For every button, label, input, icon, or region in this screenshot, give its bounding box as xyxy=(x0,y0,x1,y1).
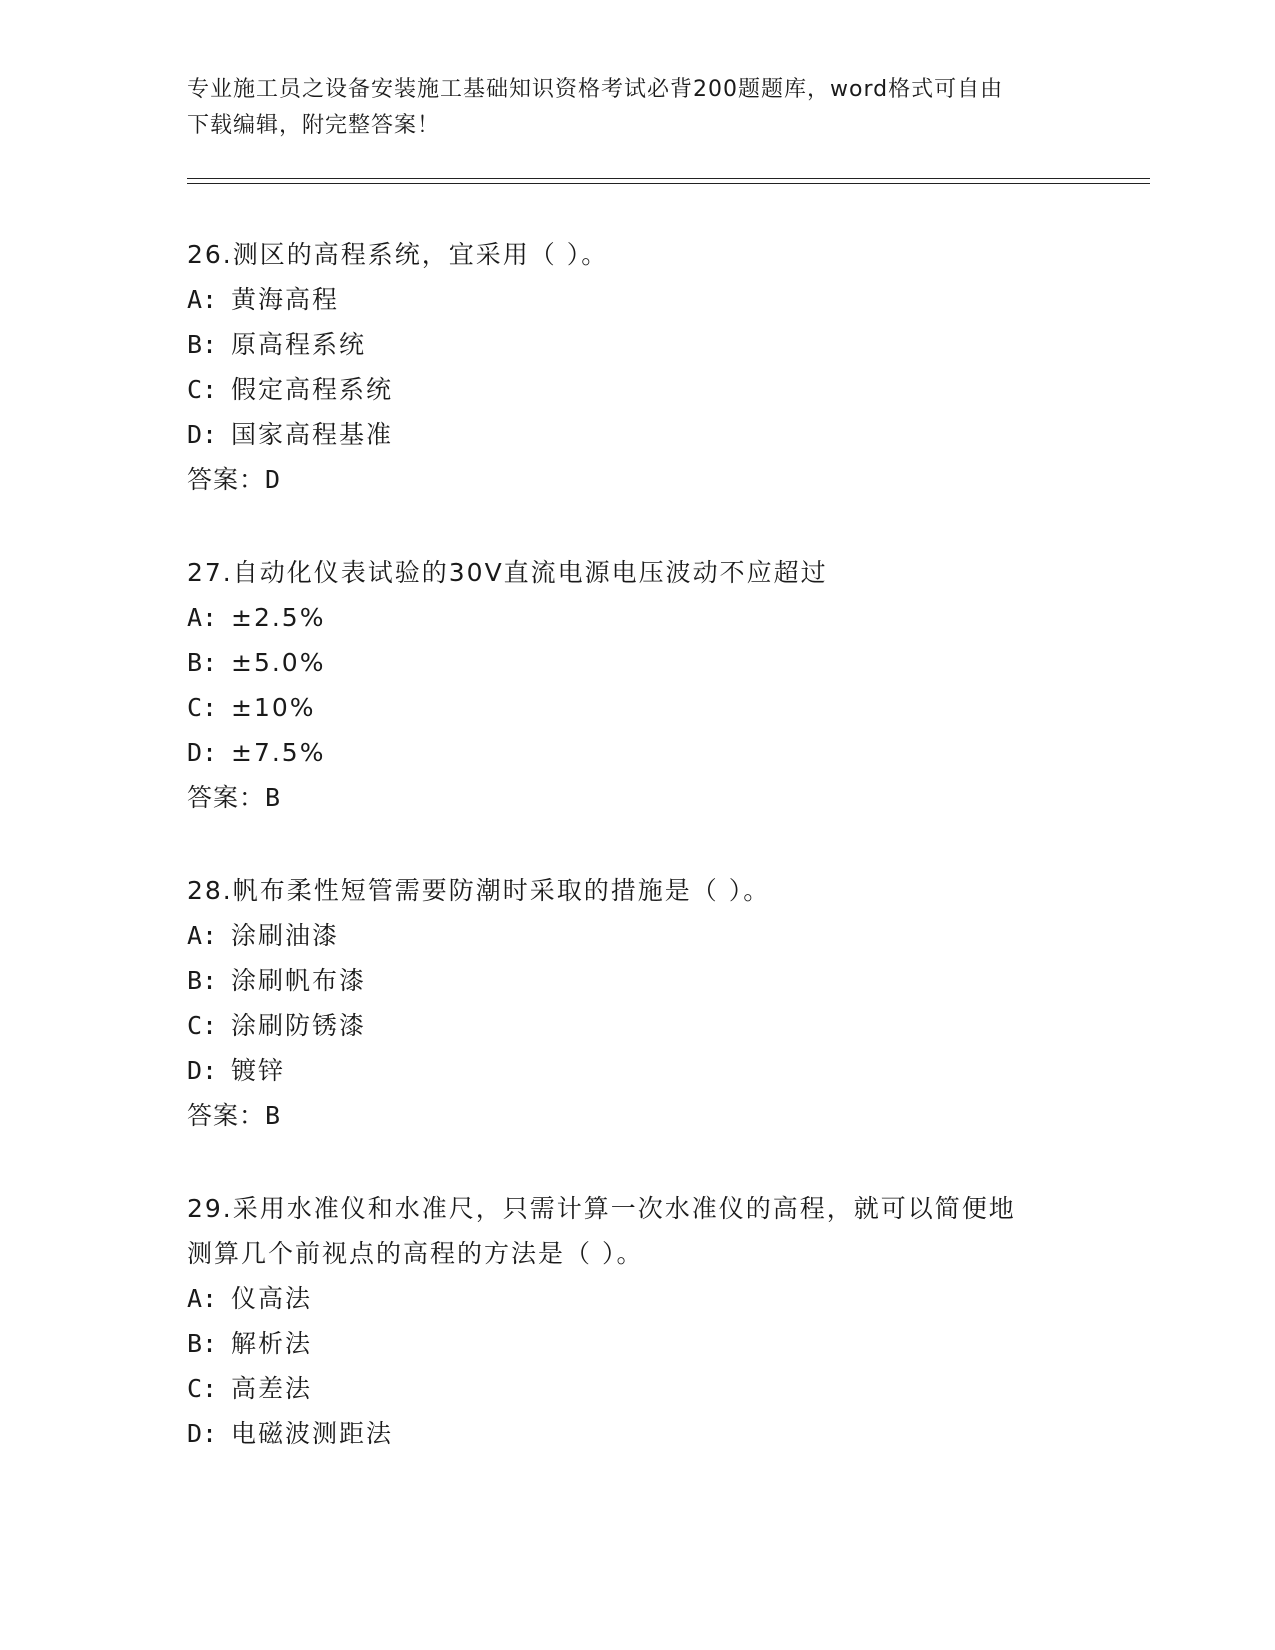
option-key: B: xyxy=(187,330,218,359)
option-key: A: xyxy=(187,921,218,950)
header-line-1: 专业施工员之设备安装施工基础知识资格考试必背200题题库，word格式可自由 xyxy=(187,77,1004,102)
question-stem: 28.帆布柔性短管需要防潮时采取的措施是（ ）。 xyxy=(187,876,771,905)
document-header xyxy=(187,72,1067,144)
option-c xyxy=(187,685,1087,730)
question-stem: 27.自动化仪表试验的30V直流电源电压波动不应超过 xyxy=(187,558,828,587)
option-c xyxy=(187,367,1087,412)
question-29 xyxy=(187,1186,1087,1456)
option-c xyxy=(187,1003,1087,1048)
option-b xyxy=(187,640,1087,685)
option-key: D: xyxy=(187,738,218,767)
option-key: A: xyxy=(187,285,218,314)
option-b xyxy=(187,322,1087,367)
option-key: A: xyxy=(187,603,218,632)
option-text: 涂刷帆布漆 xyxy=(231,966,367,995)
option-key: C: xyxy=(187,1374,218,1403)
option-key: D: xyxy=(187,1056,218,1085)
option-a xyxy=(187,1276,1087,1321)
question-26 xyxy=(187,232,1087,502)
header-line-2: 下载编辑，附完整答案！ xyxy=(187,113,441,138)
option-text: ±2.5% xyxy=(231,603,326,632)
option-text: 涂刷油漆 xyxy=(231,921,340,950)
option-key: B: xyxy=(187,1329,218,1358)
question-27 xyxy=(187,550,1087,820)
option-b xyxy=(187,1321,1087,1366)
option-text: 镀锌 xyxy=(231,1056,286,1085)
option-text: 解析法 xyxy=(231,1329,313,1358)
option-a xyxy=(187,595,1087,640)
option-d xyxy=(187,1048,1087,1093)
option-key: D: xyxy=(187,420,218,449)
answer-label: 答案： xyxy=(187,1101,266,1130)
answer-label: 答案： xyxy=(187,465,266,494)
option-text: 高差法 xyxy=(231,1374,313,1403)
option-text: 仪高法 xyxy=(231,1284,313,1313)
option-key: C: xyxy=(187,1011,218,1040)
option-text: 涂刷防锈漆 xyxy=(231,1011,367,1040)
option-text: 国家高程基准 xyxy=(231,420,394,449)
question-stem: 26.测区的高程系统，宜采用（ ）。 xyxy=(187,240,609,269)
question-stem-line-1: 29.采用水准仪和水准尺，只需计算一次水准仪的高程，就可以简便地 xyxy=(187,1194,1016,1223)
header-divider-bottom xyxy=(187,183,1150,184)
answer-label: 答案： xyxy=(187,783,266,812)
option-text: 黄海高程 xyxy=(231,285,340,314)
option-a xyxy=(187,277,1087,322)
option-key: D: xyxy=(187,1419,218,1448)
question-stem-line-2: 测算几个前视点的高程的方法是（ ）。 xyxy=(187,1239,644,1268)
answer-line xyxy=(187,457,1087,502)
option-key: C: xyxy=(187,375,218,404)
option-text: 原高程系统 xyxy=(231,330,367,359)
option-key: C: xyxy=(187,693,218,722)
option-text: 假定高程系统 xyxy=(231,375,394,404)
option-c xyxy=(187,1366,1087,1411)
option-text: ±5.0% xyxy=(231,648,326,677)
option-key: B: xyxy=(187,966,218,995)
option-b xyxy=(187,958,1087,1003)
option-key: B: xyxy=(187,648,218,677)
option-text: ±7.5% xyxy=(231,738,326,767)
option-key: A: xyxy=(187,1284,218,1313)
option-text: 电磁波测距法 xyxy=(231,1419,394,1448)
answer-line xyxy=(187,1093,1087,1138)
answer-value: D xyxy=(265,465,282,494)
question-28 xyxy=(187,868,1087,1138)
option-text: ±10% xyxy=(231,693,316,722)
answer-value: B xyxy=(265,783,282,812)
answer-line xyxy=(187,775,1087,820)
option-a xyxy=(187,913,1087,958)
option-d xyxy=(187,412,1087,457)
header-divider-top xyxy=(187,178,1150,179)
answer-value: B xyxy=(265,1101,282,1130)
option-d xyxy=(187,730,1087,775)
option-d xyxy=(187,1411,1087,1456)
